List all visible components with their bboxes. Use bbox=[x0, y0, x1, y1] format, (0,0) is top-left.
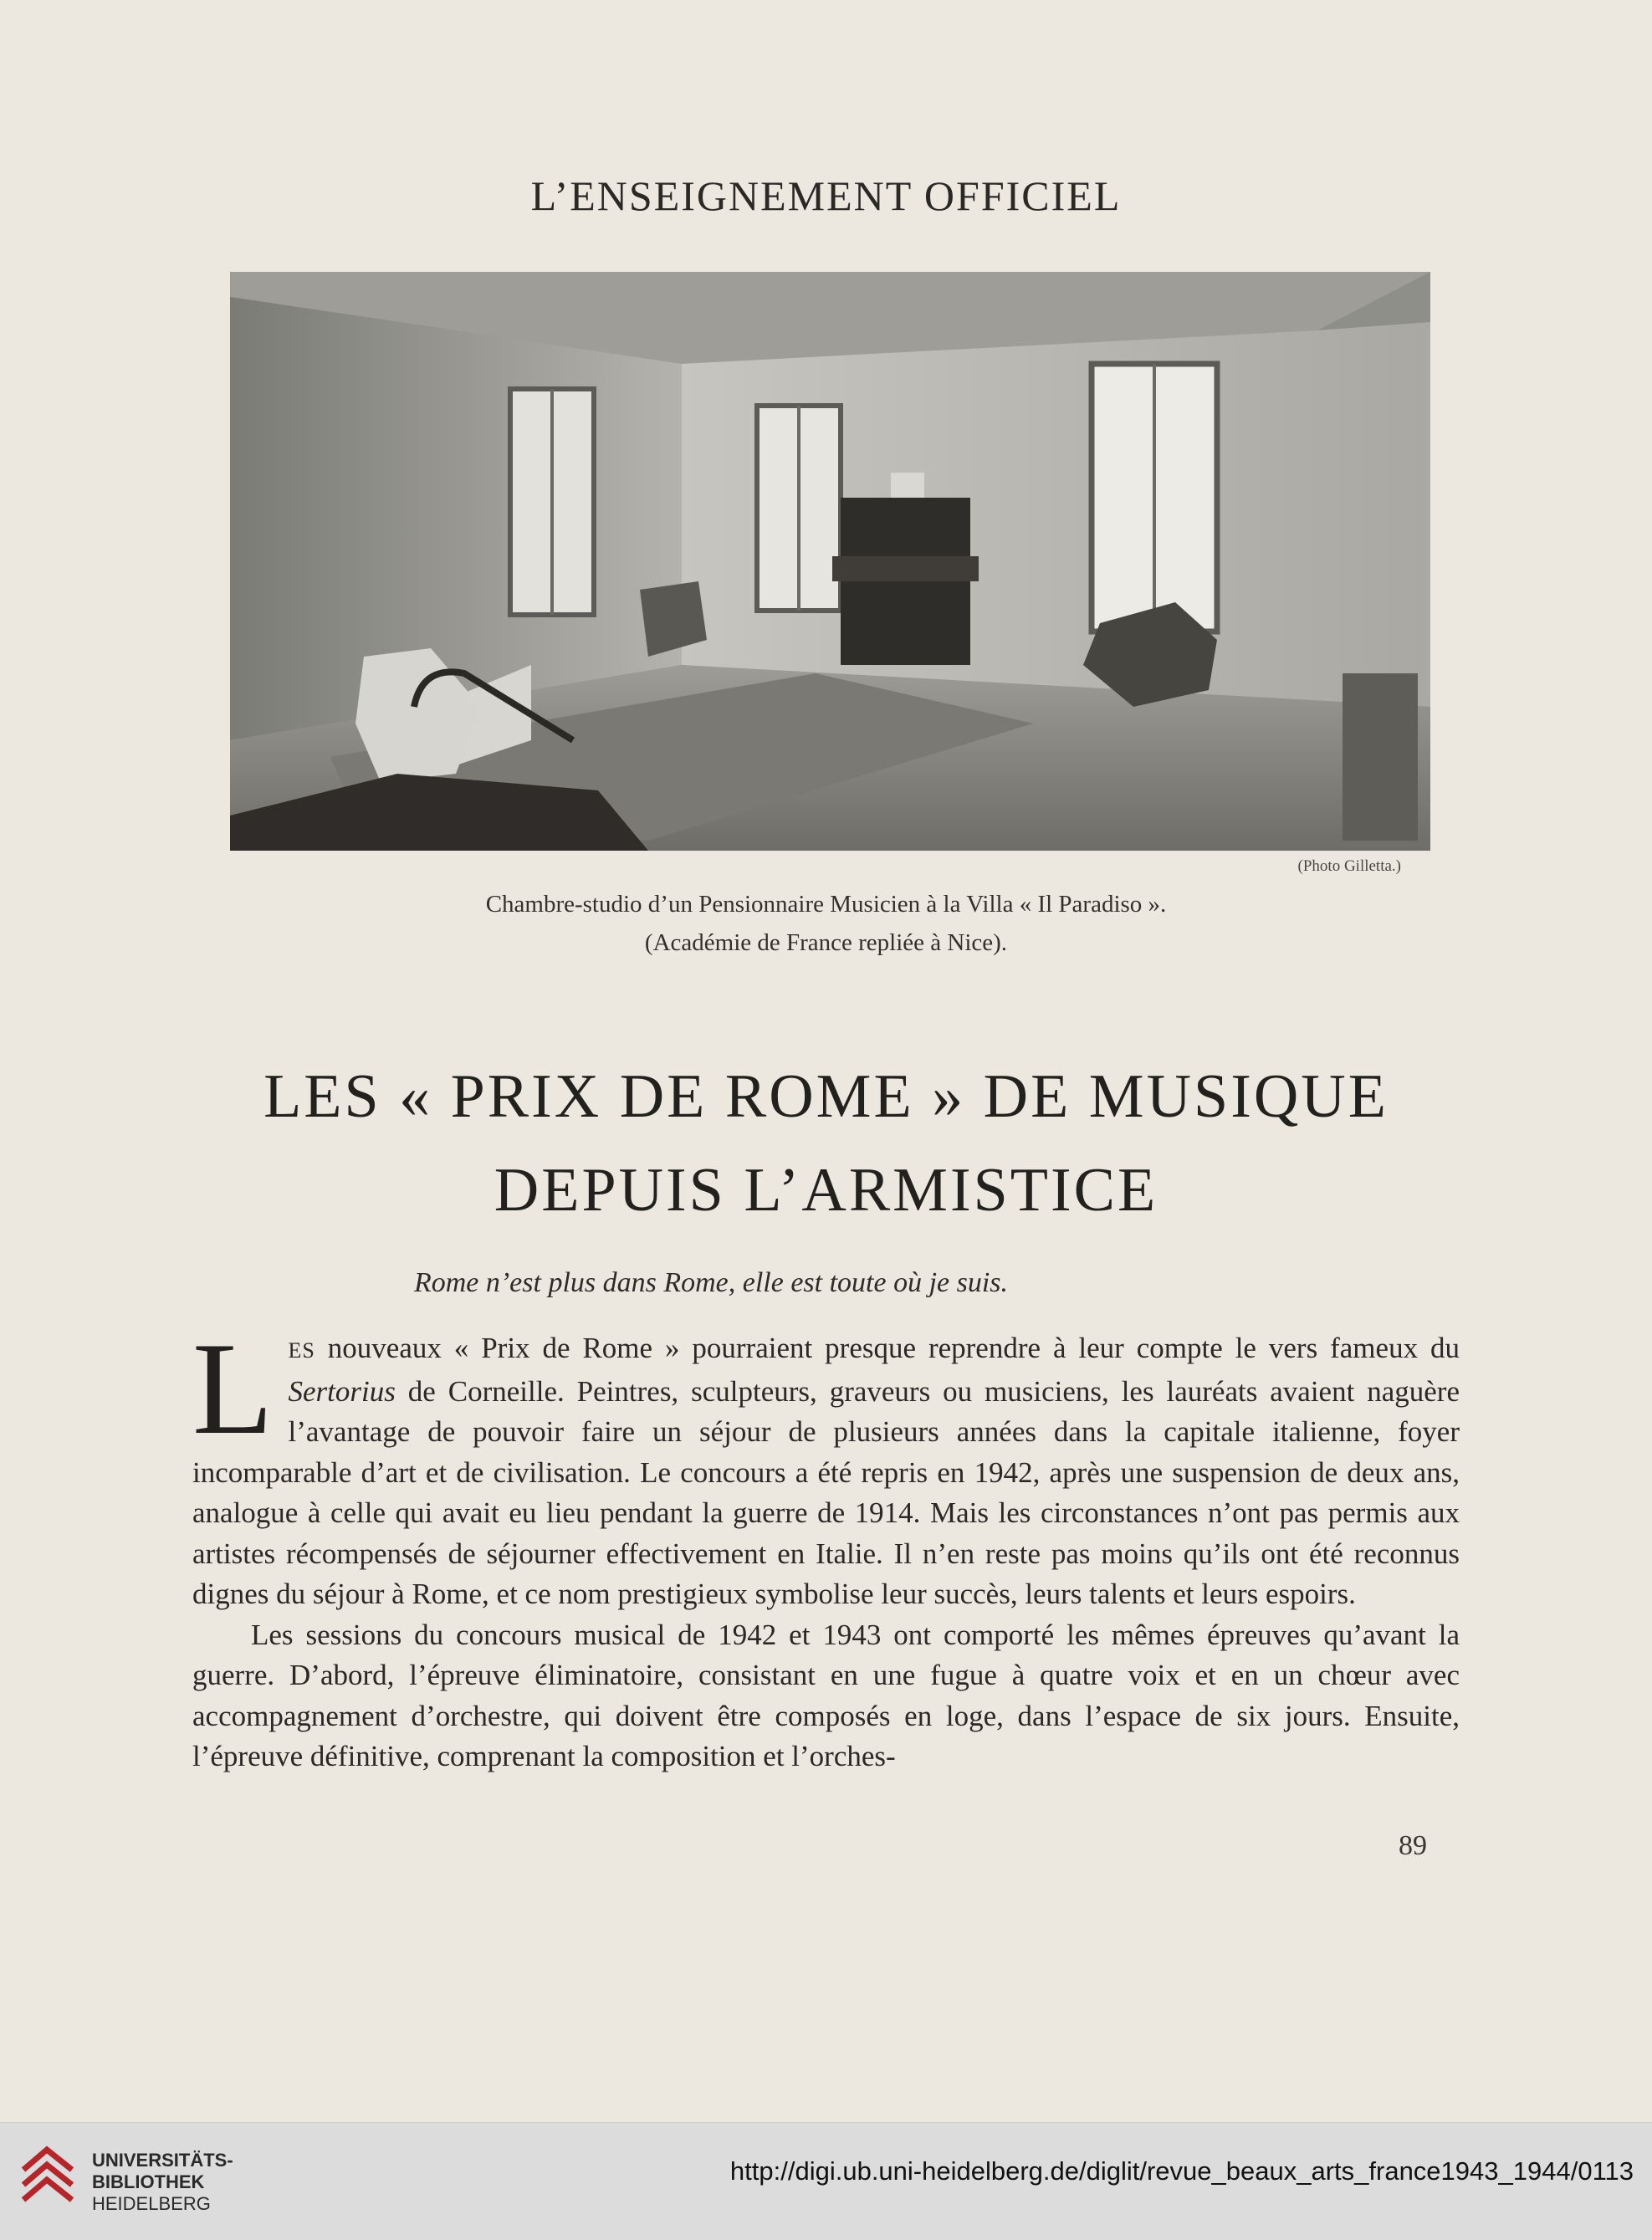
title-line: LES « PRIX DE ROME » DE MUSIQUE bbox=[263, 1062, 1389, 1131]
viewer-footer bbox=[0, 2122, 1652, 2240]
logo-line: HEIDELBERG bbox=[92, 2193, 211, 2214]
title-line: DEPUIS L’ARMISTICE bbox=[494, 1156, 1158, 1225]
paragraph-text: de Corneille. Peintres, sculpteurs, graveurs ou musiciens, les lauréats avaient naguère l’avantage de pouvoir faire un séjour de plusieurs années dans la capitale italienne, foyer incomparable d’art et de civilisation. Le concours a été repris en 1942, après une suspension de deux ans, analogue à celle qui avait eu lieu pendant la guerre de 1914. Mais les circonstances n’ont pas permis aux artistes récompensés de séjourner effectivement en Italie. Il n’en reste pas moins qu’ils ont été reconnus dignes du séjour à Rome, et ce nom prestigieux symbolise leur succès, leurs talents et leurs espoirs. bbox=[192, 1374, 1460, 1610]
italic-title: Sertorius bbox=[288, 1374, 396, 1408]
logo-line: UNIVERSITÄTS- bbox=[92, 2150, 233, 2171]
photo-credit: (Photo Gilletta.) bbox=[1297, 857, 1401, 875]
article-body bbox=[192, 1316, 1460, 1777]
room-photograph bbox=[230, 272, 1430, 851]
paragraph bbox=[192, 1316, 1460, 1615]
library-logo-text bbox=[92, 2150, 233, 2215]
small-caps-text: ES bbox=[288, 1338, 315, 1363]
paragraph: Les sessions du concours musical de 1942 et 1943 ont comporté les mêmes épreuves qu’avant la guerre. D’abord, l’épreuve éliminatoire, consistant en une fugue à quatre voix et en un chœur avec accompagnement d’orchestre, qui doivent être composés en loge, dans l’espace de six jours. Ensuite, l’épreuve définitive, comprenant la composition et l’orches- bbox=[192, 1618, 1460, 1772]
article-title bbox=[0, 1050, 1652, 1237]
library-logo-icon bbox=[17, 2145, 82, 2217]
running-head: L’ENSEIGNEMENT OFFICIEL bbox=[530, 172, 1122, 219]
epigraph: Rome n’est plus dans Rome, elle est toute où je suis. bbox=[413, 1267, 1009, 1298]
caption-line: Chambre-studio d’un Pensionnaire Musicien à la Villa « Il Paradiso ». bbox=[485, 891, 1167, 918]
page-number: 89 bbox=[1399, 1830, 1427, 1861]
photo-caption bbox=[0, 885, 1652, 962]
drop-cap: L bbox=[192, 1316, 274, 1462]
caption-line: (Académie de France repliée à Nice). bbox=[644, 929, 1008, 956]
logo-line: BIBLIOTHEK bbox=[92, 2171, 205, 2192]
paragraph-text: nouveaux « Prix de Rome » pourraient presque reprendre à leur compte le vers fameux du bbox=[315, 1332, 1460, 1364]
permalink-url[interactable]: http://digi.ub.uni-heidelberg.de/diglit/revue_beaux_arts_france1943_1944/0113 bbox=[729, 2156, 1634, 2186]
